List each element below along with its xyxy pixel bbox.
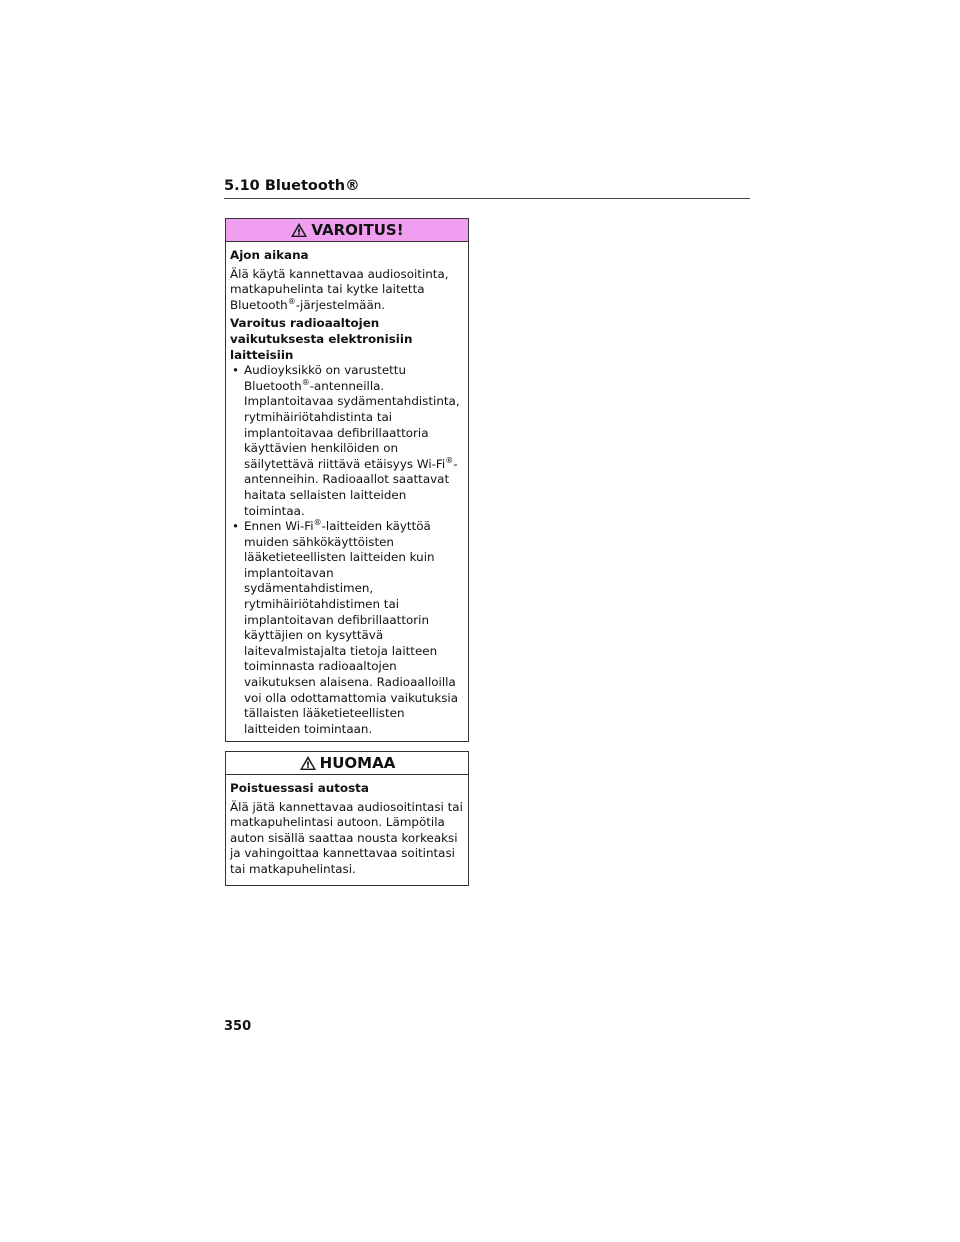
warning-bullet-list [230,363,463,737]
list-item [230,519,463,737]
warning-body [226,242,468,741]
warning-subheading-radio: Varoitus radioaaltojen vaikutuksesta elektronisiin laitteisiin [230,316,413,362]
bullet-text-part: -antenneihin. Radioaallot saattavat haitata sellaisten laitteiden toimintaa. [244,456,458,518]
registered-mark: ® [301,377,310,387]
registered-mark: ® [287,296,296,306]
warning-title: VAROITUS! [311,221,404,239]
notice-subheading: Poistuessasi autosta [230,781,369,795]
notice-triangle-icon [299,755,317,771]
section-header: 5.10 Bluetooth® [224,176,750,199]
warning-header [226,219,468,242]
registered-mark: ® [313,518,322,528]
notice-box [225,751,469,886]
notice-header [226,752,468,775]
warning-box [225,218,469,742]
bullet-text-part: Ennen Wi-Fi [244,519,314,534]
notice-title: HUOMAA [319,754,396,772]
warning-text-part: Älä käytä kannettavaa audiosoitinta, matkapuhelinta tai kytke laitetta Bluetooth [230,266,449,312]
registered-mark: ® [445,455,454,465]
warning-text-part: -järjestelmään. [295,297,386,312]
bullet-text-part: Audioyksikkö on varustettu Bluetooth [244,363,406,393]
list-item [230,363,463,519]
warning-paragraph-driving [230,267,463,314]
warning-triangle-icon [290,222,308,238]
bullet-text-part: -laitteiden käyttöä muiden sähkökäyttöisten lääketieteellisten laitteiden kuin implantoitavan sydämentahdistimen, rytmihäiriötahdistimen tai implantoitavan defibrillaattorin käyttäjien on kysyttävä laitevalmistajalta tietoja laitteen toiminnasta radioaaltojen vaikutuksen alaisena. Radioaalloilla voi olla odottamattomia vaikutuksia tällaisten lääketieteellisten laitteiden toimintaan. [244,519,459,736]
warning-subheading-driving: Ajon aikana [230,248,309,262]
bullet-text-part: -antenneilla. Implantoitavaa sydämentahdistinta, rytmihäiriötahdistinta tai implantoitavaa defibrillaattoria käyttävien henkilöiden on säilytettävä riittävä etäisyys Wi-Fi [244,378,460,471]
page-number: 350 [224,1019,252,1034]
notice-body [226,775,468,885]
notice-paragraph: Älä jätä kannettavaa audiosoitintasi tai matkapuhelintasi autoon. Lämpötila auton sisällä saattaa nousta korkeaksi ja vahingoittaa kannettavaa soitintasi tai matkapuhelintasi. [230,799,463,876]
